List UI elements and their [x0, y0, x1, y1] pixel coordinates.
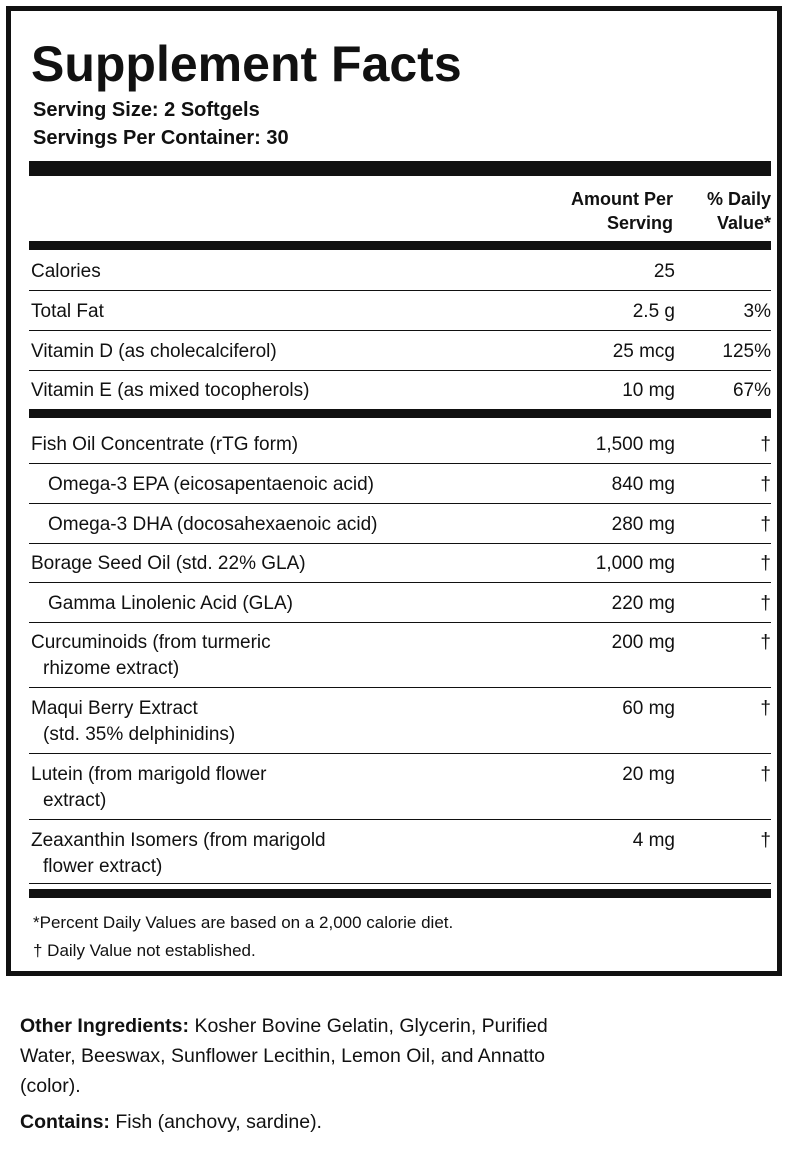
nutrient-amount: 25 mcg — [612, 341, 675, 362]
contains-statement — [20, 1107, 670, 1137]
footnote-percent-dv: *Percent Daily Values are based on a 2,000 calorie diet. — [33, 913, 454, 932]
amount-header-line1: Amount Per — [570, 189, 673, 209]
supplement-facts-panel — [6, 6, 782, 976]
ingredient-dv: † — [760, 830, 771, 851]
row-divider — [29, 753, 771, 754]
ingredient-name-cont: rhizome extract) — [43, 658, 180, 679]
amount-per-serving-header — [571, 187, 673, 235]
ingredient-amount: 280 mg — [611, 514, 675, 535]
row-divider — [29, 883, 771, 884]
other-ingredients-line1 — [20, 1011, 670, 1041]
ingredient-name-cont: (std. 35% delphinidins) — [43, 724, 236, 745]
other-ingredients — [20, 1011, 670, 1101]
serving-size: Serving Size: 2 Softgels — [33, 99, 260, 121]
nutrient-name: Total Fat — [31, 301, 104, 322]
row-divider — [29, 463, 771, 464]
thick-divider-top — [29, 161, 771, 176]
ingredient-dv: † — [760, 632, 771, 653]
table-row — [29, 630, 771, 682]
ingredient-name-cont: extract) — [43, 790, 107, 811]
other-ingredients-line2: Water, Beeswax, Sunflower Lecithin, Lemon Oil, and Annatto — [20, 1045, 545, 1067]
ingredient-amount: 20 mg — [622, 764, 675, 785]
ingredient-dv: † — [760, 553, 771, 574]
ingredient-amount: 1,500 mg — [595, 434, 675, 455]
table-row — [29, 828, 771, 880]
nutrient-dv: 3% — [743, 301, 771, 322]
other-ingredients-label: Other Ingredients: — [20, 1015, 190, 1037]
amount-header-line2: Serving — [606, 213, 673, 233]
nutrient-amount: 25 — [653, 261, 675, 282]
ingredient-amount: 200 mg — [611, 632, 675, 653]
row-divider — [29, 290, 771, 291]
servings-per-container: Servings Per Container: 30 — [33, 127, 289, 149]
ingredient-name: Lutein (from marigold flower — [31, 764, 267, 785]
ingredient-name: Zeaxanthin Isomers (from marigold — [31, 830, 326, 851]
ingredient-dv: † — [760, 593, 771, 614]
ingredient-name: Fish Oil Concentrate (rTG form) — [31, 434, 299, 455]
table-row — [29, 696, 771, 748]
dv-header-line1: % Daily — [706, 189, 771, 209]
ingredient-dv: † — [760, 514, 771, 535]
panel-title: Supplement Facts — [31, 36, 462, 92]
nutrient-dv: 125% — [722, 341, 771, 362]
nutrient-name: Calories — [31, 261, 101, 282]
other-ingredients-line3: (color). — [20, 1075, 81, 1097]
row-divider — [29, 503, 771, 504]
nutrient-amount: 2.5 g — [632, 301, 675, 322]
thick-divider-bottom — [29, 889, 771, 898]
ingredient-amount: 4 mg — [632, 830, 675, 851]
ingredient-amount: 1,000 mg — [595, 553, 675, 574]
dv-header-line2: Value* — [716, 213, 771, 233]
ingredient-name: Curcuminoids (from turmeric — [31, 632, 271, 653]
row-divider — [29, 330, 771, 331]
nutrient-name: Vitamin D (as cholecalciferol) — [31, 341, 277, 362]
daily-value-header — [707, 187, 771, 235]
ingredient-name: Omega-3 DHA (docosahexaenoic acid) — [48, 514, 378, 535]
ingredient-dv: † — [760, 764, 771, 785]
footnote-dagger: † Daily Value not established. — [33, 941, 256, 960]
ingredient-name-cont: flower extract) — [43, 856, 163, 877]
contains-text: Fish (anchovy, sardine). — [109, 1111, 322, 1133]
thick-divider-middle — [29, 409, 771, 418]
ingredient-amount: 840 mg — [611, 474, 675, 495]
nutrient-dv: 67% — [732, 380, 771, 401]
row-divider — [29, 543, 771, 544]
ingredient-dv: † — [760, 474, 771, 495]
nutrient-amount: 10 mg — [622, 380, 675, 401]
ingredient-dv: † — [760, 698, 771, 719]
ingredient-name: Maqui Berry Extract — [31, 698, 198, 719]
thick-divider-header — [29, 241, 771, 250]
other-ingredients-text: Kosher Bovine Gelatin, Glycerin, Purified — [189, 1015, 548, 1037]
ingredient-name: Borage Seed Oil (std. 22% GLA) — [31, 553, 306, 574]
row-divider — [29, 370, 771, 371]
row-divider — [29, 622, 771, 623]
ingredient-name: Omega-3 EPA (eicosapentaenoic acid) — [48, 474, 374, 495]
row-divider — [29, 819, 771, 820]
table-row — [29, 762, 771, 814]
ingredient-amount: 220 mg — [611, 593, 675, 614]
contains-label: Contains: — [20, 1111, 110, 1133]
ingredient-dv: † — [760, 434, 771, 455]
row-divider — [29, 687, 771, 688]
row-divider — [29, 582, 771, 583]
nutrient-name: Vitamin E (as mixed tocopherols) — [31, 380, 310, 401]
ingredient-amount: 60 mg — [622, 698, 675, 719]
ingredient-name: Gamma Linolenic Acid (GLA) — [48, 593, 293, 614]
